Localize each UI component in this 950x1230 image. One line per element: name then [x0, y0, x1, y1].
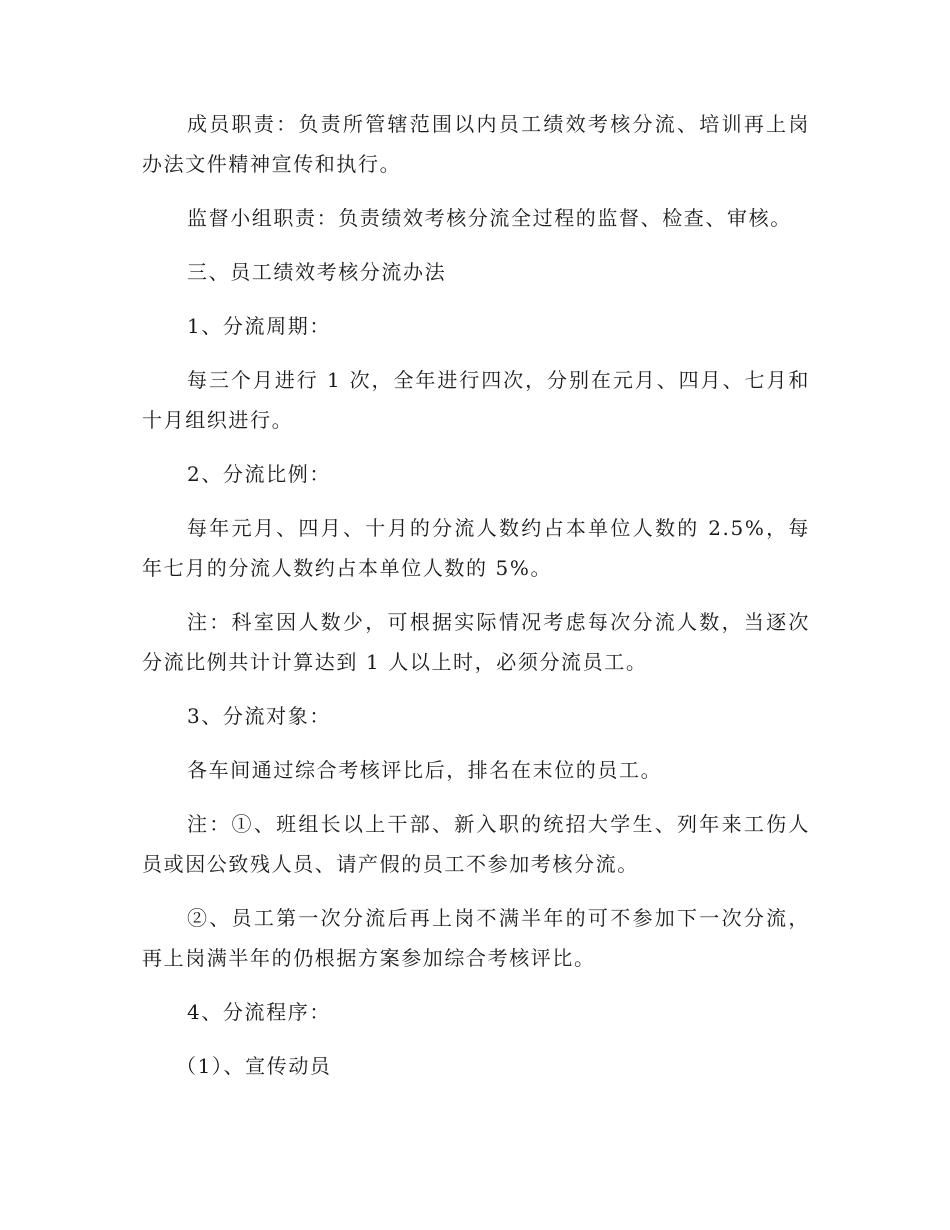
- paragraph-target-note-2: ②、员工第一次分流后再上岗不满半年的可不参加下一次分流，再上岗满半年的仍根据方案参加综合考核评比。: [142, 906, 810, 970]
- subheading-publicity: （1）、宣传动员: [176, 1054, 332, 1078]
- paragraph-ratio: 每年元月、四月、十月的分流人数约占本单位人数的 2.5%，每年七月的分流人数约占本单位人数的 5%。: [142, 516, 810, 580]
- paragraph-ratio-note: 注：科室因人数少，可根据实际情况考虑每次分流人数，当逐次分流比例共计计算达到 1 人以上时，必须分流员工。: [142, 610, 810, 674]
- paragraph-target-note-1: 注：①、班组长以上干部、新入职的统招大学生、列年来工伤人员或因公致残人员、请产假的员工不参加考核分流。: [142, 812, 810, 876]
- section-heading-3: 三、员工绩效考核分流办法: [187, 260, 447, 284]
- paragraph-supervision-duties: 监督小组职责：负责绩效考核分流全过程的监督、检查、审核。: [187, 206, 792, 230]
- subheading-target: 3、分流对象：: [187, 704, 331, 728]
- paragraph-target: 各车间通过综合考核评比后，排名在末位的员工。: [187, 758, 663, 782]
- subheading-procedure: 4、分流程序：: [187, 1000, 331, 1024]
- document-body: [142, 104, 810, 1100]
- paragraph-cycle: 每三个月进行 1 次，全年进行四次，分别在元月、四月、七月和十月组织进行。: [142, 368, 810, 432]
- subheading-cycle: 1、分流周期：: [187, 314, 331, 338]
- subheading-ratio: 2、分流比例：: [187, 462, 331, 486]
- paragraph-member-duties: 成员职责：负责所管辖范围以内员工绩效考核分流、培训再上岗办法文件精神宣传和执行。: [142, 112, 810, 176]
